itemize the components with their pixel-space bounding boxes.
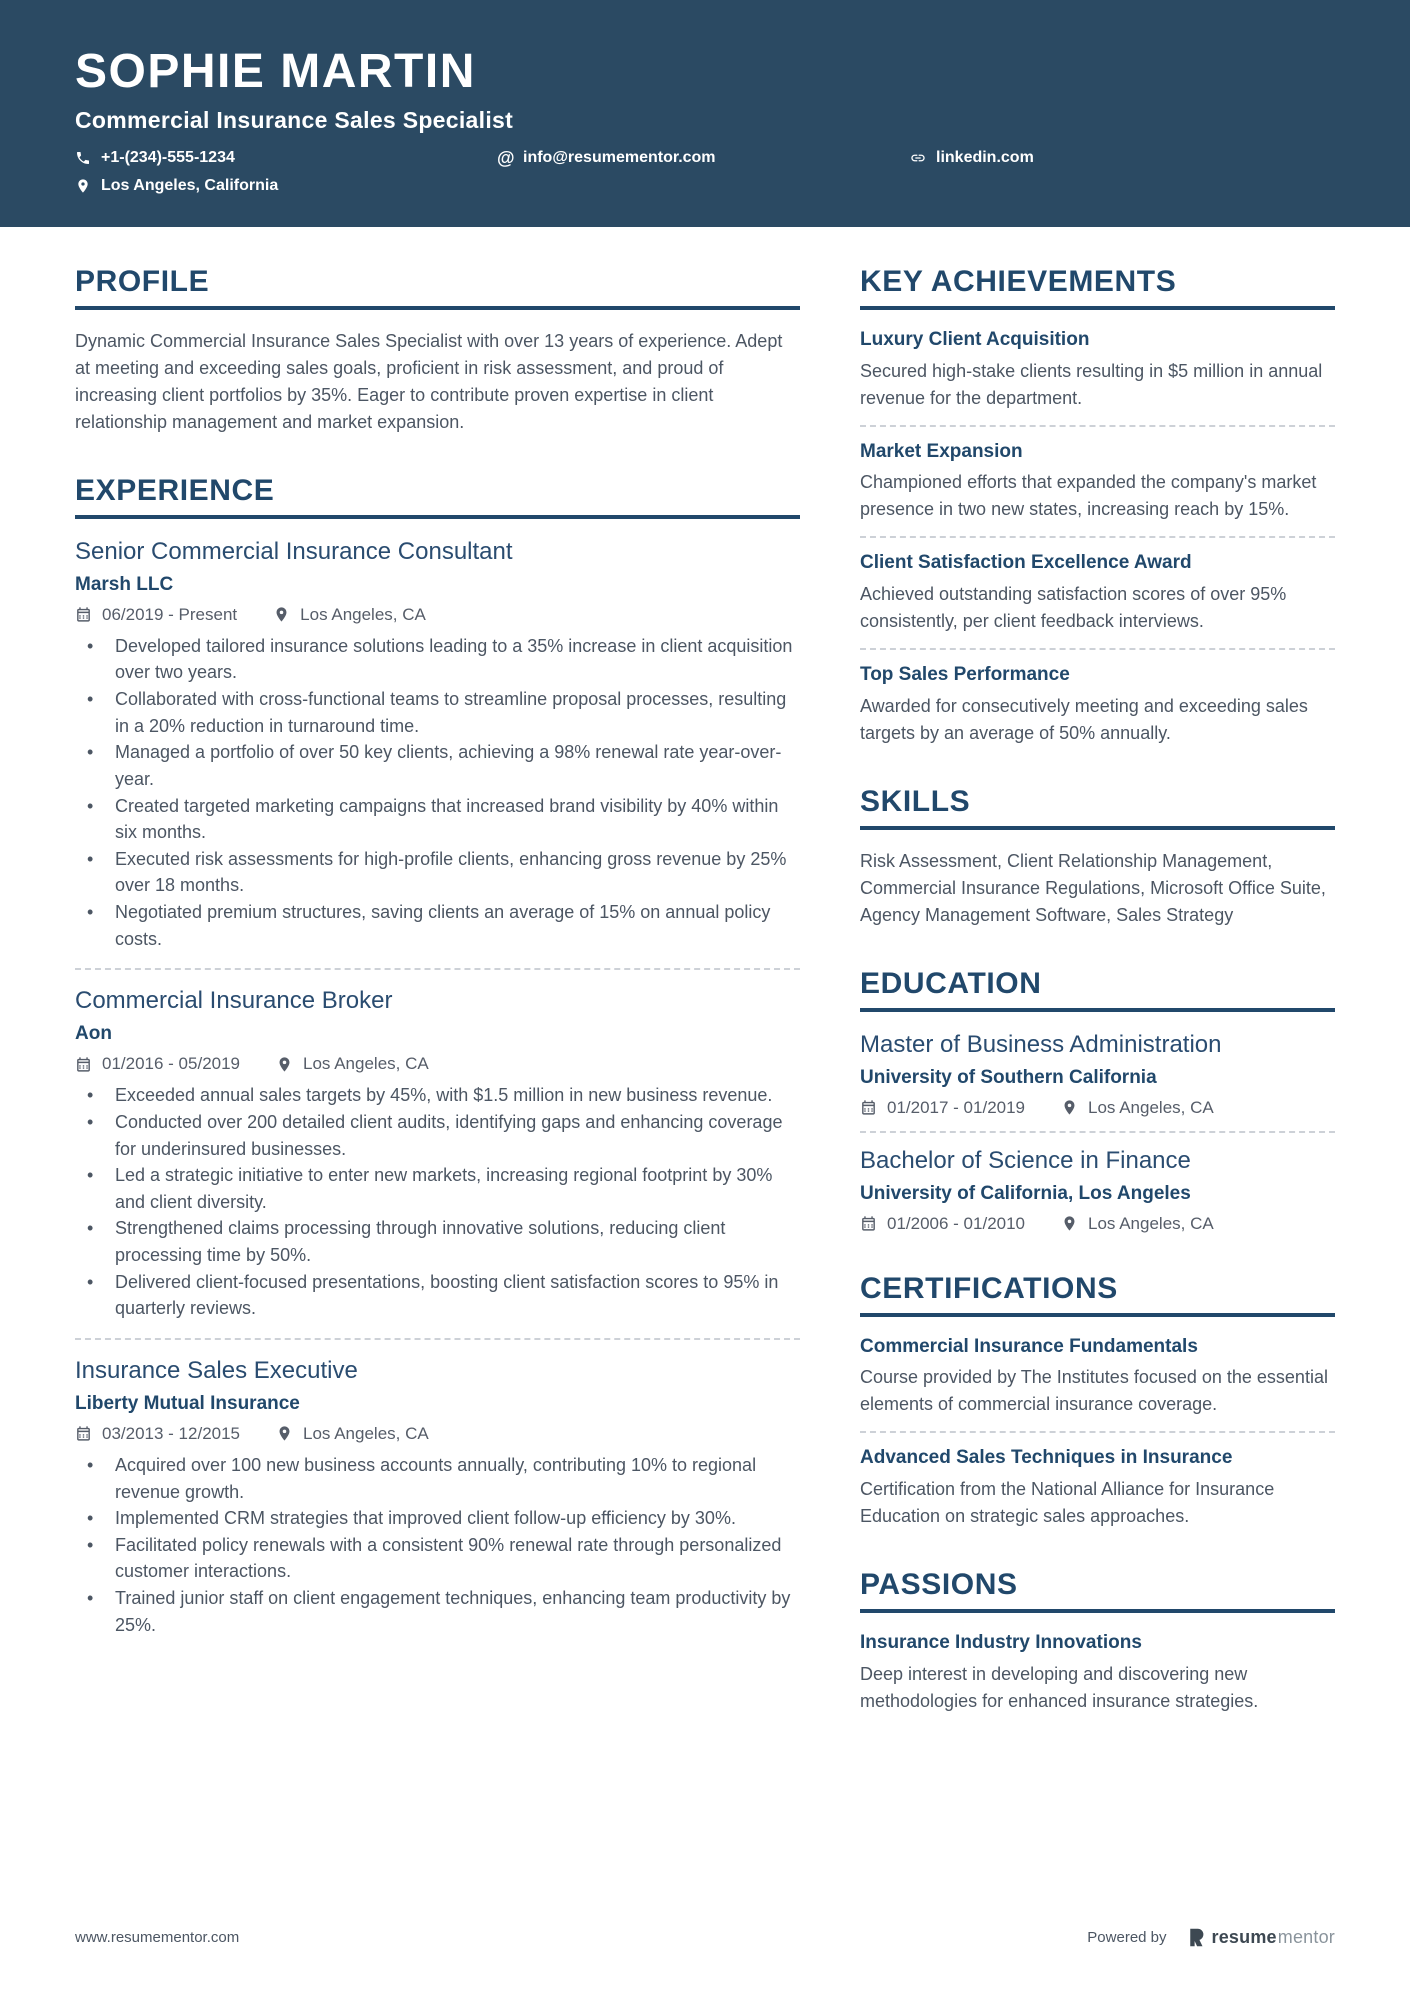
- link-icon: [910, 150, 926, 166]
- right-column: [860, 227, 1335, 1715]
- job-meta: [75, 1424, 800, 1444]
- job-title: Commercial Insurance Broker: [75, 987, 393, 1015]
- heading-rule: [860, 1609, 1335, 1613]
- education-location: Los Angeles, CA: [1088, 1213, 1214, 1233]
- certification-divider: [860, 1431, 1335, 1433]
- job-bullets: [75, 1082, 800, 1322]
- passion-title: Insurance Industry Innovations: [860, 1631, 1142, 1653]
- section-experience: [75, 474, 800, 1639]
- calendar-icon: [860, 1099, 877, 1116]
- achievement-item: [860, 440, 1335, 524]
- achievement-divider: [860, 536, 1335, 538]
- education-item: [860, 1146, 1335, 1234]
- degree-title: Master of Business Administration: [860, 1030, 1222, 1058]
- achievement-item: [860, 551, 1335, 635]
- achievement-text: Awarded for consecutively meeting and exceeding sales targets by an average of 50% annually.: [860, 695, 1308, 743]
- heading-rule: [75, 306, 800, 310]
- achievement-title: Top Sales Performance: [860, 663, 1070, 685]
- contact-phone[interactable]: [75, 149, 497, 167]
- email-label: info@resumementor.com: [523, 148, 716, 166]
- bullet-item: • Delivered client-focused presentations, boosting client satisfaction scores to 95% in quarterly reviews.: [75, 1269, 800, 1322]
- logo-mark-icon: [1185, 1926, 1206, 1949]
- education-location: Los Angeles, CA: [1088, 1097, 1214, 1117]
- bullet-item: • Developed tailored insurance solutions leading to a 35% increase in client acquisition over two years.: [75, 633, 800, 686]
- job-location: Los Angeles, CA: [300, 604, 426, 624]
- calendar-icon: [75, 1056, 92, 1073]
- certification-text: Certification from the National Alliance for Insurance Education on strategic sales approaches.: [860, 1478, 1275, 1526]
- bullet-item: • Collaborated with cross-functional teams to streamline proposal processes, resulting in a 20% reduction in turnaround time.: [75, 686, 800, 739]
- bullet-item: • Strengthened claims processing through innovative solutions, reducing client processing time by 50%.: [75, 1215, 800, 1268]
- bullet-item: • Facilitated policy renewals with a consistent 90% renewal rate through personalized customer interactions.: [75, 1532, 800, 1585]
- skills-text: Risk Assessment, Client Relationship Management, Commercial Insurance Regulations, Microsoft Office Suite, Agency Management Software, Sales Strategy: [860, 850, 1326, 925]
- education-divider: [860, 1131, 1335, 1133]
- job-block: [75, 537, 800, 953]
- person-name: SOPHIE MARTIN: [75, 45, 476, 98]
- degree-title: Bachelor of Science in Finance: [860, 1146, 1191, 1174]
- profile-heading: PROFILE: [75, 264, 210, 298]
- job-location: Los Angeles, CA: [303, 1054, 429, 1074]
- section-passions: [860, 1568, 1335, 1715]
- passions-heading: PASSIONS: [860, 1567, 1018, 1601]
- education-dates: 01/2017 - 01/2019: [887, 1097, 1026, 1117]
- linkedin-label: linkedin.com: [936, 148, 1034, 166]
- achievement-item: [860, 663, 1335, 747]
- school-name: University of California, Los Angeles: [860, 1182, 1191, 1204]
- achievement-text: Achieved outstanding satisfaction scores of over 95% consistently, per client feedback interviews.: [860, 583, 1287, 631]
- education-heading: EDUCATION: [860, 966, 1042, 1000]
- heading-rule: [860, 1313, 1335, 1317]
- achievement-title: Market Expansion: [860, 440, 1023, 462]
- bullet-item: • Trained junior staff on client engagement techniques, enhancing team productivity by 25%.: [75, 1585, 800, 1638]
- achievement-divider: [860, 648, 1335, 650]
- phone-label: +1-(234)-555-1234: [101, 148, 235, 166]
- calendar-icon: [75, 1425, 92, 1442]
- job-bullets: [75, 1452, 800, 1638]
- bullet-item: • Acquired over 100 new business accounts annually, contributing 10% to regional revenue growth.: [75, 1452, 800, 1505]
- achievement-item: [860, 328, 1335, 412]
- page-footer: [0, 1926, 1410, 1995]
- job-company: Aon: [75, 1023, 112, 1045]
- school-name: University of Southern California: [860, 1066, 1157, 1088]
- achievement-title: Luxury Client Acquisition: [860, 328, 1090, 350]
- job-meta: [75, 1054, 800, 1074]
- skills-heading: SKILLS: [860, 784, 971, 818]
- location-pin-icon: [1061, 1099, 1078, 1116]
- phone-icon: [75, 150, 91, 166]
- achievement-title: Client Satisfaction Excellence Award: [860, 552, 1192, 574]
- location-pin-icon: [276, 1425, 293, 1442]
- heading-rule: [860, 1008, 1335, 1012]
- location-pin-icon: [276, 1056, 293, 1073]
- experience-heading: EXPERIENCE: [75, 473, 275, 507]
- powered-by-label: Powered by: [1087, 1929, 1167, 1946]
- bullet-item: • Negotiated premium structures, saving clients an average of 15% on annual policy costs.: [75, 899, 800, 952]
- logo-text-mentor: mentor: [1277, 1927, 1335, 1947]
- certification-title: Advanced Sales Techniques in Insurance: [860, 1447, 1233, 1469]
- job-meta: [75, 605, 800, 625]
- passion-item: [860, 1631, 1335, 1715]
- calendar-icon: [75, 606, 92, 623]
- education-item: [860, 1030, 1335, 1118]
- footer-website-link[interactable]: www.resumementor.com: [75, 1929, 240, 1946]
- profile-text: Dynamic Commercial Insurance Sales Specialist with over 13 years of experience. Adept at meeting and exceeding sales goals, proficient in risk assessment, and proud of increasing client portfolios by 35%. Eager to contribute proven expertise in client relationship management and market expansion.: [75, 330, 783, 432]
- achievement-text: Secured high-stake clients resulting in $5 million in annual revenue for the department.: [860, 360, 1323, 408]
- job-block: [75, 986, 800, 1322]
- location-label: Los Angeles, California: [101, 176, 279, 194]
- logo-text-resume: resume: [1211, 1927, 1277, 1947]
- section-key-achievements: [860, 265, 1335, 747]
- bullet-item: • Led a strategic initiative to enter new markets, increasing regional footprint by 30% and client diversity.: [75, 1162, 800, 1215]
- certification-text: Course provided by The Institutes focused on the essential elements of commercial insurance coverage.: [860, 1367, 1328, 1415]
- contact-location: [75, 177, 497, 195]
- job-dates: 03/2013 - 12/2015: [102, 1423, 241, 1443]
- job-company: Marsh LLC: [75, 573, 174, 595]
- certification-item: [860, 1446, 1335, 1530]
- education-meta: [860, 1098, 1335, 1118]
- at-icon: @: [497, 147, 515, 168]
- location-pin-icon: [1061, 1215, 1078, 1232]
- section-certifications: [860, 1272, 1335, 1530]
- bullet-item: • Created targeted marketing campaigns that increased brand visibility by 40% within six months.: [75, 793, 800, 846]
- location-pin-icon: [273, 606, 290, 623]
- job-dates: 01/2016 - 05/2019: [102, 1054, 241, 1074]
- heading-rule: [860, 306, 1335, 310]
- job-divider: [75, 968, 800, 970]
- education-meta: [860, 1214, 1335, 1234]
- section-skills: [860, 785, 1335, 929]
- certifications-heading: CERTIFICATIONS: [860, 1271, 1118, 1305]
- passion-text: Deep interest in developing and discovering new methodologies for enhanced insurance strategies.: [860, 1663, 1259, 1711]
- achievement-divider: [860, 425, 1335, 427]
- powered-by: [1087, 1926, 1335, 1949]
- person-job-title: Commercial Insurance Sales Specialist: [75, 106, 514, 133]
- job-title: Insurance Sales Executive: [75, 1356, 358, 1384]
- job-dates: 06/2019 - Present: [102, 604, 238, 624]
- contact-row: [75, 149, 1335, 195]
- job-divider: [75, 1338, 800, 1340]
- job-bullets: [75, 633, 800, 953]
- resumementor-logo[interactable]: [1185, 1926, 1335, 1949]
- contact-email[interactable]: [497, 149, 910, 167]
- section-education: [860, 967, 1335, 1234]
- bullet-item: • Managed a portfolio of over 50 key clients, achieving a 98% renewal rate year-over-year.: [75, 739, 800, 792]
- job-location: Los Angeles, CA: [303, 1423, 429, 1443]
- contact-linkedin[interactable]: [910, 149, 1335, 167]
- heading-rule: [75, 515, 800, 519]
- job-company: Liberty Mutual Insurance: [75, 1392, 300, 1414]
- bullet-item: • Conducted over 200 detailed client audits, identifying gaps and enhancing coverage for underinsured businesses.: [75, 1109, 800, 1162]
- location-pin-icon: [75, 178, 91, 194]
- achievements-heading: KEY ACHIEVEMENTS: [860, 264, 1177, 298]
- resume-body: [0, 227, 1410, 1926]
- heading-rule: [860, 826, 1335, 830]
- section-profile: [75, 265, 800, 436]
- left-column: [75, 227, 800, 1715]
- certification-item: [860, 1335, 1335, 1419]
- bullet-item: • Exceeded annual sales targets by 45%, with $1.5 million in new business revenue.: [75, 1082, 800, 1109]
- bullet-item: • Executed risk assessments for high-profile clients, enhancing gross revenue by 25% over 18 months.: [75, 846, 800, 899]
- calendar-icon: [860, 1215, 877, 1232]
- certification-title: Commercial Insurance Fundamentals: [860, 1335, 1198, 1357]
- bullet-item: • Implemented CRM strategies that improved client follow-up efficiency by 30%.: [75, 1505, 800, 1532]
- job-title: Senior Commercial Insurance Consultant: [75, 537, 513, 565]
- resume-header: [0, 0, 1410, 227]
- achievement-text: Championed efforts that expanded the company's market presence in two new states, increasing reach by 15%.: [860, 472, 1317, 520]
- job-block: [75, 1356, 800, 1638]
- education-dates: 01/2006 - 01/2010: [887, 1213, 1026, 1233]
